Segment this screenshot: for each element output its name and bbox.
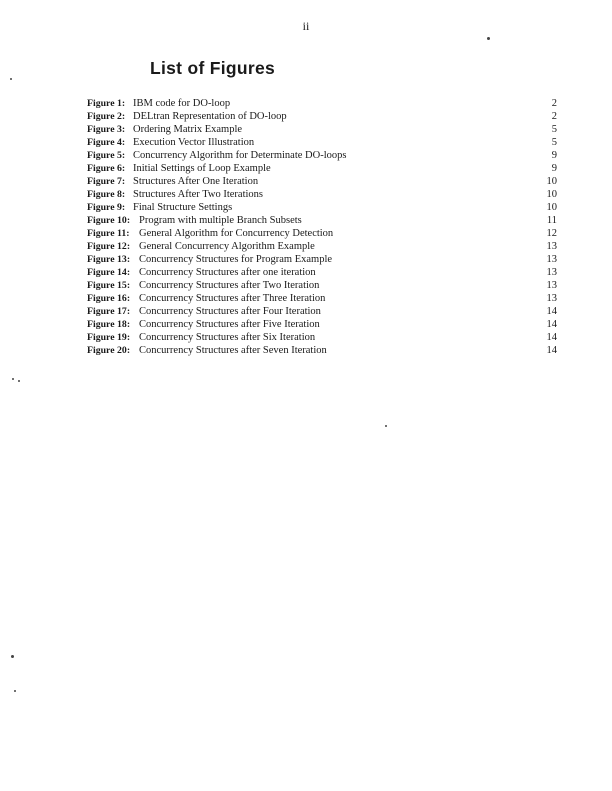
figure-entry <box>87 279 557 292</box>
figure-caption: Concurrency Structures after Seven Iteration <box>139 345 327 356</box>
figure-entry <box>87 201 557 214</box>
figure-label: Figure 18: <box>87 319 131 330</box>
figure-label: Figure 12: <box>87 241 131 252</box>
figure-entry <box>87 188 557 201</box>
figure-caption: Execution Vector Illustration <box>133 137 255 148</box>
figure-caption: General Algorithm for Concurrency Detection <box>139 228 334 239</box>
figure-page-number: 13 <box>546 241 557 252</box>
figure-caption: Concurrency Structures after Two Iteration <box>139 280 320 291</box>
figure-entry <box>87 292 557 305</box>
figure-page-number: 12 <box>546 228 557 239</box>
figure-label: Figure 1: <box>87 98 126 109</box>
figure-caption: Concurrency Structures after Four Iteration <box>139 306 321 317</box>
figure-entry <box>87 214 557 227</box>
page-title: List of Figures <box>150 58 276 78</box>
figure-page-number: 13 <box>546 280 557 291</box>
figure-caption: Concurrency Structures after Three Iteration <box>139 293 326 304</box>
figure-page-number: 14 <box>546 319 557 330</box>
scan-speck <box>18 380 20 382</box>
figure-caption: Program with multiple Branch Subsets <box>139 215 302 226</box>
figure-page-number: 10 <box>546 202 557 213</box>
scan-speck <box>14 690 16 692</box>
figure-caption: Ordering Matrix Example <box>133 124 243 135</box>
figure-page-number: 13 <box>546 254 557 265</box>
figure-label: Figure 6: <box>87 163 126 174</box>
figure-entry <box>87 266 557 279</box>
figure-label: Figure 4: <box>87 137 126 148</box>
figure-label: Figure 3: <box>87 124 126 135</box>
figure-caption: Concurrency Structures after Six Iteration <box>139 332 316 343</box>
figure-entry <box>87 253 557 266</box>
figure-entry <box>87 344 557 357</box>
figure-label: Figure 5: <box>87 150 126 161</box>
figure-caption: General Concurrency Algorithm Example <box>139 241 315 252</box>
figure-caption: Concurrency Structures for Program Example <box>139 254 333 265</box>
figure-entry <box>87 123 557 136</box>
figure-label: Figure 19: <box>87 332 131 343</box>
scan-speck <box>11 655 14 658</box>
figure-page-number: 9 <box>551 150 557 161</box>
figure-label: Figure 17: <box>87 306 131 317</box>
scan-speck <box>10 78 12 80</box>
figure-label: Figure 7: <box>87 176 126 187</box>
figure-caption: Final Structure Settings <box>133 202 233 213</box>
figure-entry <box>87 331 557 344</box>
figure-caption: Concurrency Structures after one iteration <box>139 267 316 278</box>
figure-label: Figure 2: <box>87 111 126 122</box>
figure-entry <box>87 318 557 331</box>
figure-caption: Initial Settings of Loop Example <box>133 163 271 174</box>
figure-caption: Concurrency Algorithm for Determinate DO-loops <box>133 150 347 161</box>
figure-entry <box>87 240 557 253</box>
figure-list <box>87 97 557 357</box>
figure-page-number: 10 <box>546 176 557 187</box>
figure-page-number: 10 <box>546 189 557 200</box>
scan-speck <box>12 378 14 380</box>
figure-caption: Structures After Two Iterations <box>133 189 263 200</box>
figure-page-number: 13 <box>546 267 557 278</box>
figure-page-number: 5 <box>551 124 557 135</box>
figure-page-number: 9 <box>551 163 557 174</box>
figure-label: Figure 14: <box>87 267 131 278</box>
figure-entry <box>87 110 557 123</box>
figure-page-number: 11 <box>546 215 557 226</box>
page-number: ii <box>302 19 310 33</box>
figure-page-number: 14 <box>546 345 557 356</box>
figure-page-number: 2 <box>551 111 557 122</box>
figure-entry <box>87 162 557 175</box>
figure-entry <box>87 136 557 149</box>
figure-page-number: 14 <box>546 306 557 317</box>
figure-label: Figure 11: <box>87 228 130 239</box>
scan-speck <box>385 425 387 427</box>
figure-entry <box>87 175 557 188</box>
figure-entry <box>87 305 557 318</box>
figure-label: Figure 13: <box>87 254 131 265</box>
figure-entry <box>87 149 557 162</box>
figure-entry <box>87 97 557 110</box>
figure-page-number: 13 <box>546 293 557 304</box>
figure-label: Figure 20: <box>87 345 131 356</box>
figure-entry <box>87 227 557 240</box>
figure-label: Figure 9: <box>87 202 126 213</box>
figure-page-number: 5 <box>551 137 557 148</box>
figure-page-number: 2 <box>551 98 557 109</box>
figure-label: Figure 16: <box>87 293 131 304</box>
figure-caption: DELtran Representation of DO-loop <box>133 111 287 122</box>
figure-caption: Structures After One Iteration <box>133 176 259 187</box>
figure-page-number: 14 <box>546 332 557 343</box>
figure-caption: IBM code for DO-loop <box>133 98 231 109</box>
figure-label: Figure 10: <box>87 215 131 226</box>
figure-label: Figure 15: <box>87 280 131 291</box>
figure-caption: Concurrency Structures after Five Iteration <box>139 319 320 330</box>
scan-speck <box>487 37 490 40</box>
figure-label: Figure 8: <box>87 189 126 200</box>
